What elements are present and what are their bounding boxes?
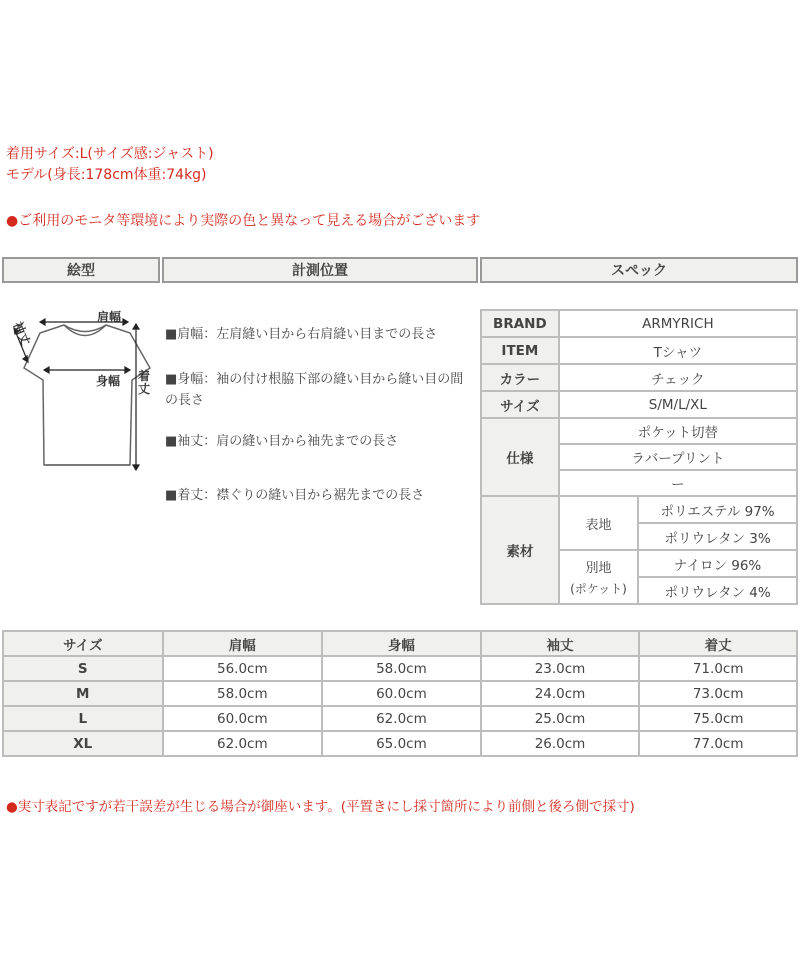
table-row — [3, 681, 797, 706]
size-value-cell: 62.0cm — [163, 731, 323, 756]
size-value-cell: 65.0cm — [322, 731, 481, 756]
table-row — [3, 706, 797, 731]
spec-color-label: カラー — [481, 364, 559, 391]
header-shape: 絵型 — [2, 257, 160, 283]
size-value-cell: 60.0cm — [322, 681, 481, 706]
size-label-cell: M — [3, 681, 163, 706]
size-label-cell: S — [3, 656, 163, 681]
spec-shiyou-label: 仕様 — [481, 418, 559, 496]
measure-sodetake: ■袖丈：肩の縫い目から袖先までの長さ — [165, 434, 399, 449]
size-value-cell: 71.0cm — [639, 656, 797, 681]
measure-katahaba: ■肩幅：左肩縫い目から右肩縫い目までの長さ — [165, 327, 438, 342]
model-size-note: 着用サイズ:L(サイズ感:ジャスト) — [6, 146, 214, 162]
size-header-cell: 肩幅 — [163, 631, 323, 656]
measure-mihaba: ■身幅：袖の付け根脇下部の縫い目から縫い目の間の長さ — [165, 372, 464, 408]
size-value-cell: 26.0cm — [481, 731, 640, 756]
label-sodetake: 袖丈 — [10, 319, 33, 348]
header-spec: スペック — [480, 257, 798, 283]
spec-size-value: S/M/L/XL — [559, 391, 797, 418]
spec-brand-label: BRAND — [481, 310, 559, 337]
spec-item-value: Tシャツ — [559, 337, 797, 364]
size-value-cell: 62.0cm — [322, 706, 481, 731]
table-row — [3, 731, 797, 756]
measure-kitake: ■着丈：襟ぐりの縫い目から裾先までの長さ — [165, 488, 425, 503]
spec-material-label: 素材 — [481, 496, 559, 604]
bottom-notice: ●実寸表記ですが若干誤差が生じる場合が御座います。(平置きにし採寸箇所により前側と後ろ側で採寸) — [6, 799, 635, 815]
spec-omote-value: ポリウレタン 3% — [638, 523, 797, 550]
size-value-cell: 25.0cm — [481, 706, 640, 731]
size-value-cell: 23.0cm — [481, 656, 640, 681]
spec-betsu-sub: (ポケット) — [570, 582, 627, 596]
size-table-header — [3, 631, 797, 656]
spec-item-label: ITEM — [481, 337, 559, 364]
spec-omote-label: 表地 — [559, 496, 638, 550]
size-value-cell: 73.0cm — [639, 681, 797, 706]
size-value-cell: 58.0cm — [322, 656, 481, 681]
size-value-cell: 77.0cm — [639, 731, 797, 756]
label-katahaba: 肩幅 — [97, 310, 122, 324]
spec-betsu-value: ナイロン 96% — [638, 550, 797, 577]
spec-color-value: チェック — [559, 364, 797, 391]
label-kitake: 着丈 — [138, 369, 151, 396]
size-value-cell: 24.0cm — [481, 681, 640, 706]
size-value-cell: 56.0cm — [163, 656, 323, 681]
spec-omote-value: ポリエステル 97% — [638, 496, 797, 523]
label-mihaba: 身幅 — [96, 374, 121, 388]
size-value-cell: 58.0cm — [163, 681, 323, 706]
spec-table — [480, 309, 798, 605]
header-measure: 計測位置 — [162, 257, 478, 283]
size-value-cell: 75.0cm — [639, 706, 797, 731]
spec-shiyou-value: ポケット切替 — [559, 418, 797, 444]
size-header-cell: 身幅 — [322, 631, 481, 656]
color-notice: ●ご利用のモニタ等環境により実際の色と異なって見える場合がございます — [6, 213, 481, 229]
spec-shiyou-value: ラバープリント — [559, 444, 797, 470]
spec-betsu-value: ポリウレタン 4% — [638, 577, 797, 604]
spec-shiyou-value: ー — [559, 470, 797, 496]
size-table — [2, 630, 798, 757]
spec-betsu-cell — [559, 550, 638, 604]
model-body-note: モデル(身長:178cm体重:74kg) — [6, 167, 207, 183]
size-label-cell: XL — [3, 731, 163, 756]
spec-brand-value: ARMYRICH — [559, 310, 797, 337]
size-value-cell: 60.0cm — [163, 706, 323, 731]
table-row — [3, 656, 797, 681]
size-header-cell: サイズ — [3, 631, 163, 656]
size-label-cell: L — [3, 706, 163, 731]
size-header-cell: 着丈 — [639, 631, 797, 656]
spec-betsu-label: 別地 — [585, 561, 612, 576]
spec-size-label: サイズ — [481, 391, 559, 418]
size-header-cell: 袖丈 — [481, 631, 640, 656]
